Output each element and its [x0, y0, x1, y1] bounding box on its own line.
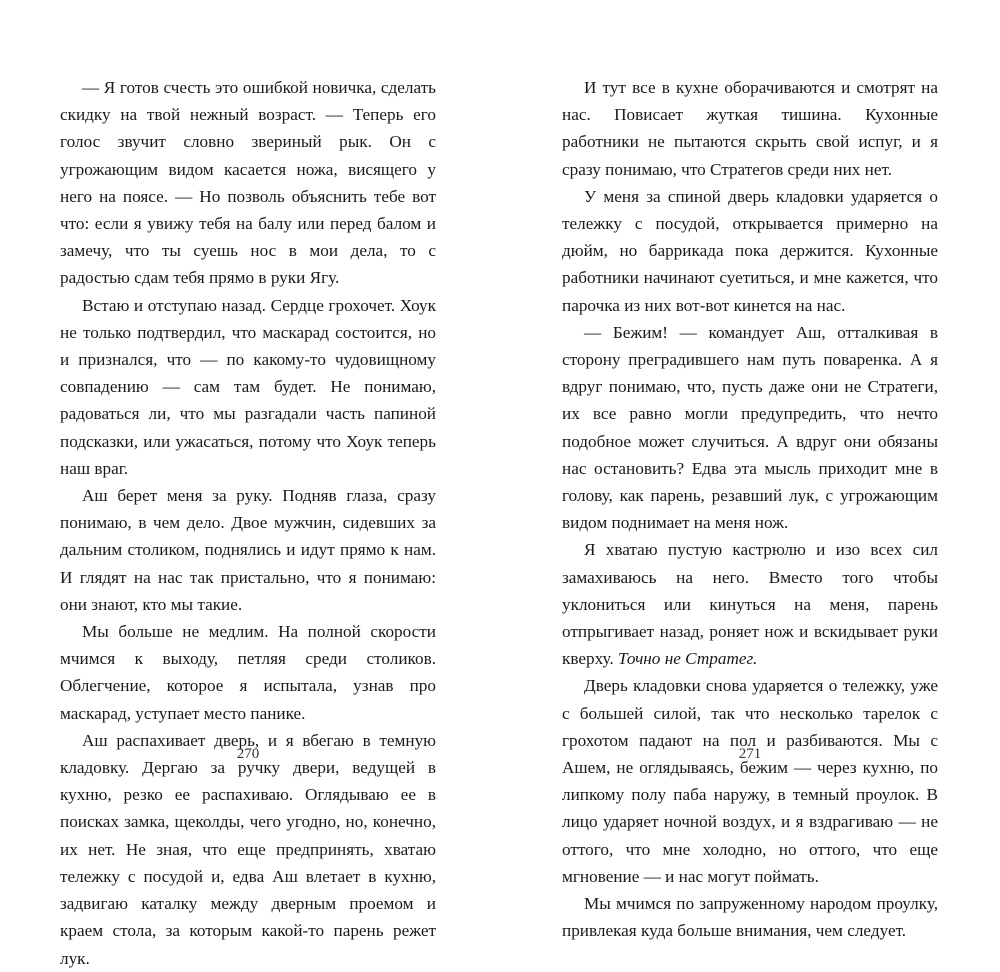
paragraph: Дверь кладовки снова ударяется о тележку, уже с большей силой, так что несколько тарелок с грохотом падают на пол и разбиваются. Мы с Ашем, не оглядываясь, бежим — через кухню, по липкому полу паба наружу, в темный проулок. В лицо ударяет ночной воздух, и я вздрагиваю — не оттого, что мне холодно, но оттого, что еще мгновение — и нас могут поймать. [562, 676, 938, 886]
paragraph: Мы больше не медлим. На полной скорости мчимся к выходу, петляя среди столиков. Облегчение, которое я испытала, узнав про маскарад, уступает место панике. [60, 622, 436, 723]
italic-thought: Точно не Стратег. [618, 649, 758, 669]
page-number-left: 270 [236, 746, 260, 762]
paragraph-text: Я хватаю пустую кастрюлю и изо всех сил замахиваюсь на него. Вместо того чтобы уклониться или кинуться на меня, парень отпрыгивает назад, роняет нож и вскидывает руки кверху. [562, 540, 938, 669]
paragraph: Аш берет меня за руку. Подняв глаза, сразу понимаю, в чем дело. Двое мужчин, сидевших за дальним столиком, поднялись и идут прямо к нам. И глядят на нас так пристально, что я понимаю: они знают, кто мы такие. [60, 486, 436, 614]
paragraph: И тут все в кухне оборачиваются и смотрят на нас. Повисает жуткая тишина. Кухонные работники не пытаются скрыть свой испуг, и я сразу понимаю, что Стратегов среди них нет. [562, 78, 938, 179]
paragraph: Мы мчимся по запруженному народом проулку, привлекая куда больше внимания, чем следует. [562, 894, 938, 941]
paragraph: Встаю и отступаю назад. Сердце грохочет. Хоук не только подтвердил, что маскарад состоится, но и признался, что — по какому-то чудовищному совпадению — сам там будет. Не понимаю, радоваться ли, что мы разгадали часть папиной подсказки, или ужасаться, потому что Хоук теперь наш враг. [60, 295, 436, 478]
paragraph: — Я готов счесть это ошибкой новичка, сделать скидку на твой нежный возраст. — Теперь его голос звучит словно звериный рык. Он с угрожающим видом касается ножа, висящего у него на поясе. — Но позволь объяснить тебе вот что: если я увижу тебя на балу или перед балом и замечу, что ты суешь нос в мои дела, то с радостью сдам тебя прямо в руки Ягу. [60, 78, 436, 288]
paragraph: — Бежим! — командует Аш, отталкивая в сторону преградившего нам путь поваренка. А я вдруг понимаю, что, пусть даже они не Стратеги, их все равно могли предупредить, что нечто подобное может случиться. А вдруг они обязаны нас остановить? Едва эта мысль приходит мне в голову, как парень, резавший лук, с угрожающим видом поднимает на меня нож. [562, 322, 938, 533]
right-page-text [562, 74, 938, 945]
left-page-text [60, 74, 436, 972]
paragraph [562, 536, 938, 672]
page-number-right: 271 [738, 746, 762, 762]
paragraph: У меня за спиной дверь кладовки ударяется о тележку с посудой, открывается примерно на дюйм, но баррикада пока держится. Кухонные работники начинают суетиться, и мне кажется, что парочка из них вот-вот кинется на нас. [562, 186, 938, 315]
paragraph: Аш распахивает дверь, и я вбегаю в темную кладовку. Дергаю за ручку двери, ведущей в кухню, резко ее распахиваю. Оглядываю ее в поисках замка, щеколды, чего угодно, но, конечно, их нет. Не зная, что еще предпринять, хватаю тележку с посудой и, едва Аш влетает в кухню, задвигаю каталку между дверным проемом и краем стола, за которым какой-то парень режет лук. [60, 730, 436, 968]
